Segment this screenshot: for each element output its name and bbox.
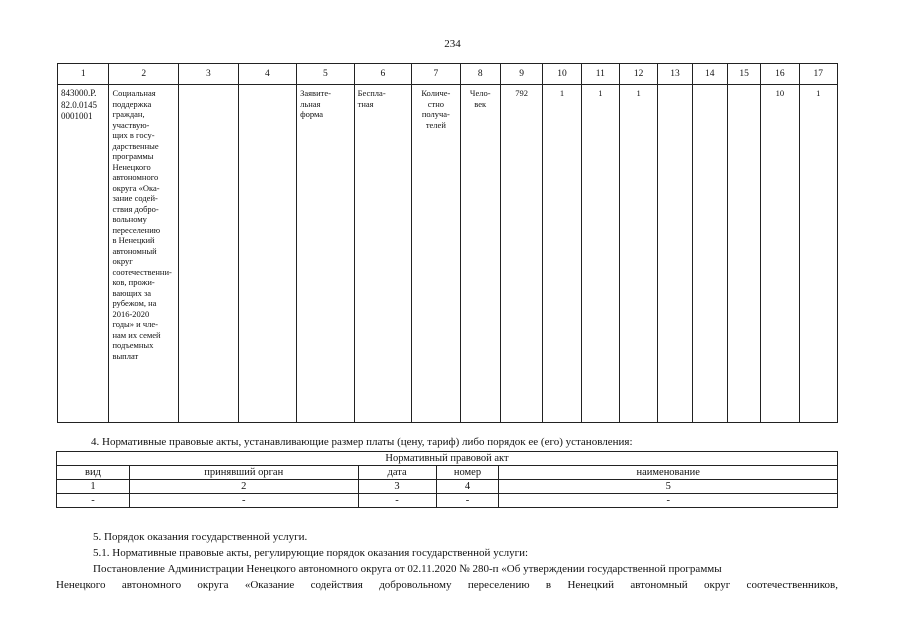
service-name-line: дарственные xyxy=(112,140,159,151)
service-name-line: ков, прожи- xyxy=(112,277,155,287)
service-name-line: программы xyxy=(112,151,154,161)
paragraph-section-5: 5. Порядок оказания государственной услуги. xyxy=(93,531,308,543)
table-row xyxy=(57,480,838,494)
table-title: Нормативный правовой акт xyxy=(57,452,838,466)
value-cell-10: 1 xyxy=(543,85,581,423)
value-cell-16: 10 xyxy=(761,85,799,423)
form-line: форма xyxy=(300,109,324,119)
table-cell: - xyxy=(57,494,130,508)
col-header: 6 xyxy=(354,64,412,85)
form-line: льная xyxy=(300,98,321,109)
form-cell xyxy=(297,85,355,423)
table-cell: - xyxy=(499,494,838,508)
service-name-line: рубежом, на xyxy=(112,298,157,308)
table-cell: 2 xyxy=(129,480,358,494)
col-header: принявший орган xyxy=(129,466,358,480)
section-4-heading: 4. Нормативные правовые акты, устанавливающие размер платы (цену, тариф) либо порядок ее (его) установления: xyxy=(91,436,633,448)
col-header: номер xyxy=(436,466,499,480)
service-name-line: граждан, xyxy=(112,109,145,119)
col-header: 3 xyxy=(179,64,239,85)
empty-cell xyxy=(179,85,239,423)
free-line: тная xyxy=(357,98,374,109)
paragraph-resolution: Постановление Администрации Ненецкого автономного округа от 02.11.2020 № 280-п «Об утверждении государственной программы xyxy=(93,563,722,575)
empty-cell xyxy=(238,85,297,423)
value-cell-11: 1 xyxy=(581,85,619,423)
table-cell: 3 xyxy=(358,480,436,494)
service-name-line: 2016-2020 xyxy=(112,308,150,319)
table-row xyxy=(58,85,838,423)
service-name-line: годы» и чле- xyxy=(112,319,158,329)
unit-line: век xyxy=(474,98,487,109)
empty-cell xyxy=(658,85,692,423)
registry-code-line: 82.0.0145 xyxy=(61,99,97,110)
service-name-line: участвую- xyxy=(112,119,150,130)
okei-code-cell: 792 xyxy=(500,85,542,423)
service-name-line: переселению xyxy=(112,224,161,235)
col-header: 8 xyxy=(460,64,500,85)
empty-cell xyxy=(692,85,727,423)
service-name-line: нам их семей xyxy=(112,329,161,340)
col-header: дата xyxy=(358,466,436,480)
service-name-line: вающих за xyxy=(112,287,152,298)
registry-code-line: 843000.Р. xyxy=(61,88,97,98)
table-header-row xyxy=(57,466,838,480)
column-number-row xyxy=(58,64,838,85)
col-header: 12 xyxy=(619,64,657,85)
legal-acts-table xyxy=(56,451,838,508)
free-line: Беспла- xyxy=(357,88,386,98)
indicator-line: получа- xyxy=(421,109,450,119)
col-header: 4 xyxy=(238,64,297,85)
indicator-line: стно xyxy=(427,98,444,109)
service-name-line: в Ненецкий xyxy=(112,235,155,245)
indicator-line: телей xyxy=(425,119,446,130)
table-cell: 1 xyxy=(57,480,130,494)
col-header: 16 xyxy=(761,64,799,85)
table-cell: 5 xyxy=(499,480,838,494)
table-title-row xyxy=(57,452,838,466)
col-header: 5 xyxy=(297,64,355,85)
unit-cell xyxy=(460,85,500,423)
col-header: наименование xyxy=(499,466,838,480)
value-cell-12: 1 xyxy=(619,85,657,423)
service-name-line: вольному xyxy=(112,214,147,224)
paragraph-resolution-continued: Ненецкого автономного округа «Оказание содействия добровольному переселению в Ненецкий автономный округ соотечественников, xyxy=(56,579,838,591)
registry-code-line: 0001001 xyxy=(61,111,93,121)
col-header: 9 xyxy=(500,64,542,85)
service-name-line: округа «Ока- xyxy=(112,182,160,193)
indicator-cell xyxy=(412,85,460,423)
registry-code-cell xyxy=(58,85,109,423)
col-header: 13 xyxy=(658,64,692,85)
table-cell: - xyxy=(436,494,499,508)
table-row xyxy=(57,494,838,508)
free-cell xyxy=(354,85,412,423)
col-header: 10 xyxy=(543,64,581,85)
value-cell-17: 1 xyxy=(799,85,837,423)
empty-cell xyxy=(727,85,760,423)
col-header: вид xyxy=(57,466,130,480)
service-name-line: зание содей- xyxy=(112,193,158,203)
table-cell: 4 xyxy=(436,480,499,494)
service-name-line: поддержка xyxy=(112,98,152,109)
table-cell: - xyxy=(129,494,358,508)
service-table xyxy=(57,63,838,423)
col-header: 14 xyxy=(692,64,727,85)
page-number: 234 xyxy=(444,38,461,50)
col-header: 1 xyxy=(58,64,109,85)
service-name-line: автономного xyxy=(112,172,159,182)
service-name-line: щих в госу- xyxy=(112,130,155,140)
indicator-line: Количе- xyxy=(421,88,451,98)
service-name-line: ствия добро- xyxy=(112,203,159,214)
form-line: Заявите- xyxy=(300,88,331,98)
service-name-line: подъемных xyxy=(112,340,154,350)
service-name-cell xyxy=(109,85,179,423)
col-header: 17 xyxy=(799,64,837,85)
service-name-line: выплат xyxy=(112,350,139,361)
service-name-line: округ соотечественни- xyxy=(112,256,172,277)
col-header: 2 xyxy=(109,64,179,85)
service-name-line: автономный xyxy=(112,245,157,256)
col-header: 11 xyxy=(581,64,619,85)
unit-line: Чело- xyxy=(469,88,491,98)
service-name-line: Ненецкого xyxy=(112,161,151,172)
table-cell: - xyxy=(358,494,436,508)
service-name-line: Социальная xyxy=(112,88,156,98)
col-header: 15 xyxy=(727,64,760,85)
paragraph-section-5-1: 5.1. Нормативные правовые акты, регулирующие порядок оказания государственной услуги: xyxy=(93,547,529,559)
col-header: 7 xyxy=(412,64,460,85)
